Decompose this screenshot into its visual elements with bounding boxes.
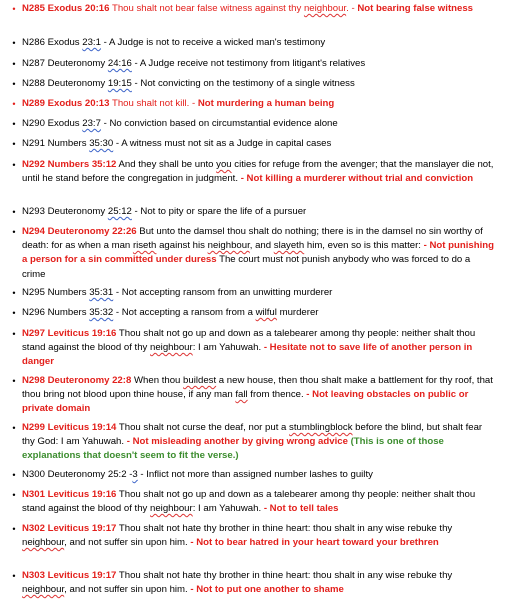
text-span: : I am Yahuwah.: [192, 503, 264, 515]
text-span: , and not suffer sin upon him.: [64, 584, 191, 596]
spellcheck-word: buildest: [183, 375, 217, 386]
text-span: cities for refuge from the avenger; that the manslayer die not, until he stand before the congregation in judgment.: [22, 159, 494, 185]
text-span: - Not convicting on the testimony of a single witness: [131, 78, 355, 89]
bullet-icon: •: [12, 423, 16, 433]
text-span: N299 Leviticus 19:14: [22, 422, 117, 433]
text-span: N297 Leviticus 19:16: [22, 328, 117, 339]
list-item: [12, 205, 496, 219]
list-item: [12, 286, 496, 300]
text-span: N290 Exodus: [22, 118, 83, 129]
text-span: , and not suffer sin upon him.: [64, 537, 191, 549]
text-span: - No conviction based on circumstantial evidence alone: [100, 118, 338, 129]
text-span: N292 Numbers 35:12: [22, 159, 117, 170]
bullet-icon: •: [12, 119, 16, 129]
text-span: before the blind, but shalt fear thy God: I am Yahuwah.: [22, 422, 483, 448]
text-span: - Not to put one another to shame: [190, 584, 344, 596]
text-span: - Inflict not more than assigned number lashes to guilty: [137, 469, 373, 480]
spellcheck-word: neighbour: [207, 240, 250, 252]
text-span: N291 Numbers: [22, 138, 90, 149]
list-item: [12, 488, 496, 516]
bullet-icon: •: [12, 288, 16, 298]
text-span: Thou shalt not hate thy brother in thine heart: thou shalt in any wise rebuke thy: [116, 570, 453, 581]
text-span: (This is one of those explanations that doesn't seem to fit the verse.): [22, 436, 444, 462]
spellcheck-word: fall: [235, 389, 248, 401]
text-span: from thence.: [247, 389, 307, 401]
list-item: [12, 57, 496, 71]
text-span: against his: [156, 240, 208, 252]
text-span: N300 Deuteronomy 25:2 -: [22, 469, 133, 480]
grammar-flag: 35:32: [89, 307, 114, 318]
list-item: [12, 137, 496, 151]
text-span: - Not accepting ransom from an unwitting murderer: [113, 287, 333, 298]
bullet-icon: •: [12, 139, 16, 149]
list-item: [12, 225, 496, 282]
text-span: , and: [249, 240, 274, 252]
text-span: Thou shalt not hate thy brother in thine heart: thou shalt in any wise rebuke thy: [116, 523, 453, 534]
text-span: N287 Deuteronomy: [22, 58, 108, 69]
spellcheck-word: you: [216, 159, 232, 170]
bullet-icon: •: [12, 160, 16, 170]
text-span: The court must not punish anybody who was forced to do a crime: [22, 254, 471, 280]
text-span: N298 Deuteronomy 22:8: [22, 375, 132, 386]
text-span: - Not to pity or spare the life of a pursuer: [131, 206, 307, 217]
text-span: : I am Yahuwah.: [192, 342, 264, 354]
text-span: Not murdering a human being: [197, 98, 335, 109]
text-span: N295 Numbers: [22, 287, 90, 298]
bullet-icon: •: [12, 38, 16, 48]
text-span: N303 Leviticus 19:17: [22, 570, 117, 581]
spellcheck-word: neighbour: [22, 584, 65, 596]
list-item: [12, 2, 496, 16]
text-span: N288 Deuteronomy: [22, 78, 108, 89]
grammar-flag: 35:30: [89, 138, 114, 149]
list-item: [12, 158, 496, 186]
text-span: When thou: [131, 375, 184, 386]
text-span: Thou shalt not kill. -: [109, 98, 198, 109]
bullet-icon: •: [12, 524, 16, 534]
text-span: N294 Deuteronomy 22:26: [22, 226, 137, 237]
text-span: N289 Exodus 20:13: [22, 98, 110, 109]
bullet-icon: •: [12, 376, 16, 386]
text-span: - Not to tell tales: [263, 503, 339, 515]
grammar-flag: 24:16: [107, 58, 132, 69]
text-span: Thou shalt not go up and down as a talebearer among thy people: neither shalt thou stand against the blood of thy: [22, 489, 476, 515]
grammar-flag: 19:15: [107, 78, 132, 89]
bullet-icon: •: [12, 308, 16, 318]
grammar-flag: 3: [132, 469, 138, 480]
text-span: Thou shalt not go up and down as a talebearer among thy people: neither shalt thou stand against the blood of thy: [22, 328, 476, 354]
text-span: - A Judge receive not testimony from litigant's relatives: [131, 58, 366, 69]
spellcheck-word: neighbour: [150, 503, 193, 515]
text-span: - Not accepting a ransom from a: [113, 307, 256, 318]
list-item: [12, 327, 496, 370]
bullet-icon: •: [12, 99, 16, 109]
grammar-flag: 25:12: [107, 206, 132, 217]
text-span: . -: [346, 3, 358, 14]
text-span: murderer: [276, 307, 319, 318]
text-span: Thou shalt not bear false witness against thy: [109, 3, 304, 14]
bullet-icon: •: [12, 79, 16, 89]
grammar-flag: 23:7: [82, 118, 101, 129]
text-span: - Not misleading another by giving wrong advice: [126, 436, 348, 448]
text-span: N286 Exodus: [22, 37, 83, 48]
bullet-icon: •: [12, 470, 16, 480]
grammar-flag: 35:31: [89, 287, 114, 298]
list-item: [12, 421, 496, 464]
list-item: [12, 77, 496, 91]
list-item: [12, 117, 496, 131]
bullet-icon: •: [12, 227, 16, 237]
text-span: - A witness must not sit as a Judge in capital cases: [113, 138, 332, 149]
text-span: - Hesitate not to save life of another person in danger: [22, 342, 473, 368]
list-item: [12, 522, 496, 550]
bullet-icon: •: [12, 207, 16, 217]
text-span: But unto the damsel thou shalt do nothing; there is in the damsel no sin worthy of death: for as when a man: [22, 226, 483, 252]
text-span: N301 Leviticus 19:16: [22, 489, 117, 500]
spellcheck-word: neighbour: [150, 342, 193, 354]
grammar-flag: 23:1: [82, 37, 101, 48]
bullet-icon: •: [12, 571, 16, 581]
text-span: N293 Deuteronomy: [22, 206, 108, 217]
spellcheck-word: wilful: [255, 307, 277, 318]
spellcheck-word: stumblingblock: [289, 422, 353, 433]
list-item: [12, 306, 496, 320]
text-span: N285 Exodus 20:16: [22, 3, 110, 14]
text-span: Not bearing false witness: [357, 3, 473, 14]
spellcheck-word: neighbour: [303, 3, 347, 14]
text-span: N302 Leviticus 19:17: [22, 523, 117, 534]
bullet-icon: •: [12, 490, 16, 500]
text-span: - A Judge is not to receive a wicked man's testimony: [100, 37, 326, 48]
bullet-icon: •: [12, 59, 16, 69]
text-span: - Not punishing a person for a sin committed under duress: [22, 240, 494, 266]
text-span: And they shall be unto: [116, 159, 217, 170]
text-span: a new house, then thou shalt make a battlement for thy roof, that thou bring not blood upon thine house, if any man: [22, 375, 493, 401]
spellcheck-word: neighbour: [22, 537, 65, 549]
text-span: - Not to bear hatred in your heart toward your brethren: [190, 537, 439, 549]
list-item: [12, 97, 496, 111]
text-span: - Not killing a murderer without trial and conviction: [240, 173, 474, 185]
list-item: [12, 468, 496, 482]
text-span: Thou shalt not curse the deaf, nor put a: [116, 422, 290, 433]
spellcheck-word: slayeth: [273, 240, 305, 252]
text-span: him, even so is this matter:: [304, 240, 424, 252]
list-item: [12, 36, 496, 50]
text-span: N296 Numbers: [22, 307, 90, 318]
bullet-icon: •: [12, 329, 16, 339]
text-span: - Not leaving obstacles on public or private domain: [22, 389, 469, 415]
list-item: [12, 569, 496, 597]
spellcheck-word: riseth: [132, 240, 157, 252]
bullet-icon: •: [12, 4, 16, 14]
list-item: [12, 374, 496, 417]
